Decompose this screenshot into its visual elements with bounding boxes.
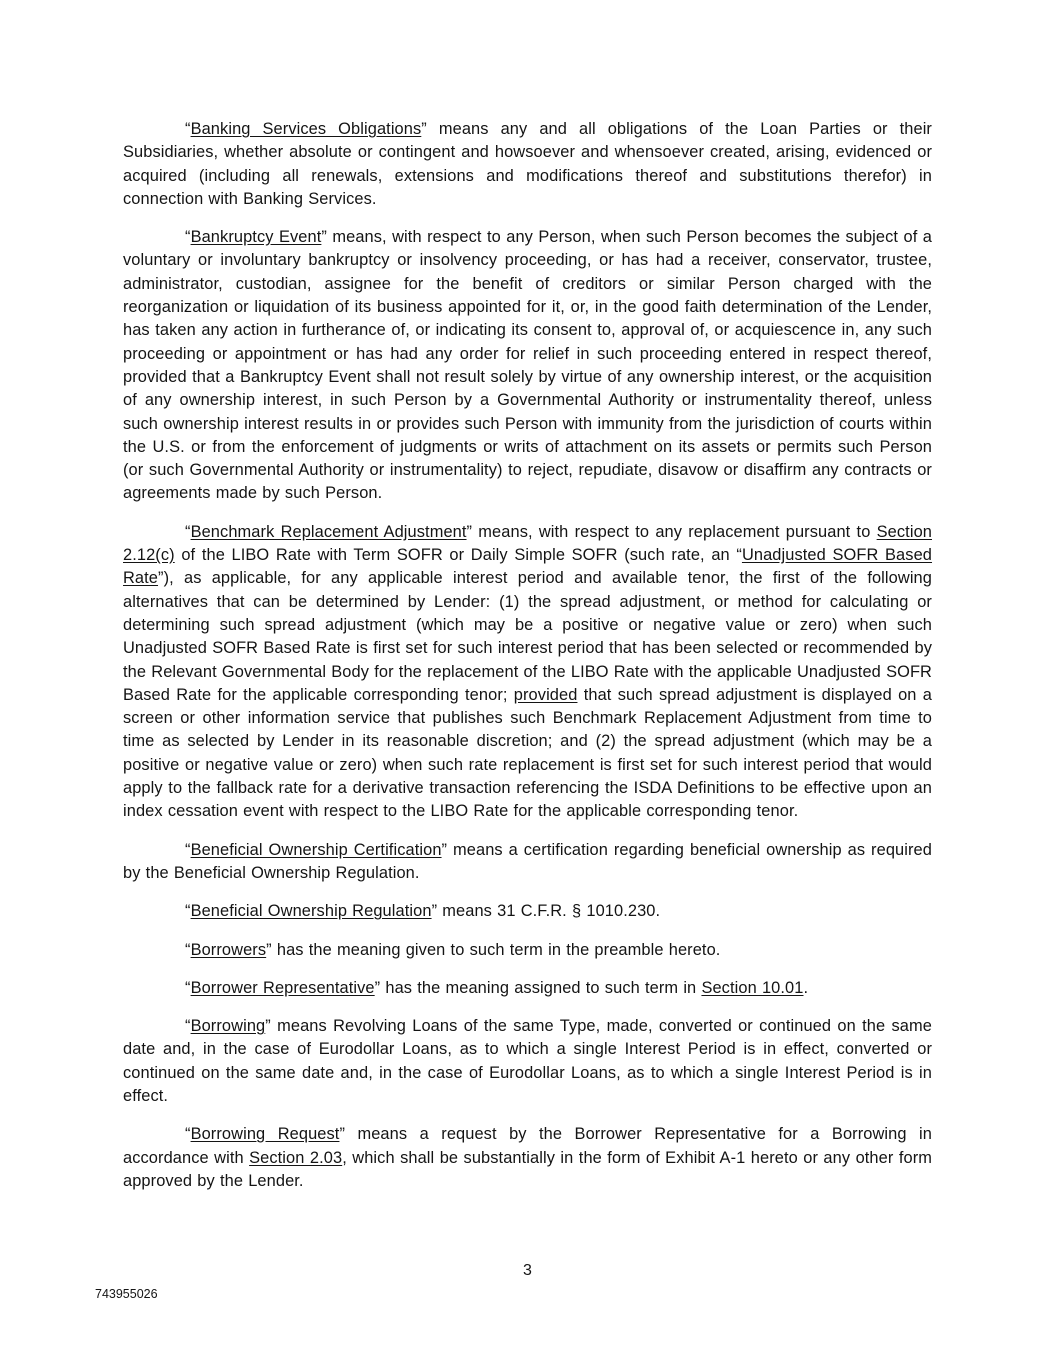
text-run: . <box>803 978 809 997</box>
para-banking-services-obligations <box>123 118 932 211</box>
text-run: ” means a request by the Borrower Representative for a Borrowing in accordance with <box>123 1125 933 1167</box>
text-run: “ <box>185 840 191 859</box>
text-run: “ <box>185 120 191 138</box>
para-borrower-representative <box>123 977 932 1000</box>
text-run: ” means, with respect to any replacement pursuant to <box>466 522 877 541</box>
para-borrowers <box>123 939 932 962</box>
text-run: ” means, with respect to any Person, when such Person becomes the subject of a voluntary or involuntary bankruptcy or insolvency proceeding, or has had a receiver, conservator, trustee, administrator, custodian, assignee for the benefit of creditors or similar Person charged with the reorganization or liquidation of its business appointed for it, or, in the good faith determination of the Lender, has taken any action in furtherance of, or indicating its consent to, approval of, or acquiescence in, any such proceeding or appointment or has had any order for relief in such proceeding entered in respect thereof, provided that a Bankruptcy Event shall not result solely by virtue of any ownership interest, or the acquisition of any ownership interest, in such Person by a Governmental Authority or instrumentality thereof, unless such ownership interest results in or provides such Person with immunity from the jurisdiction of courts within the U.S. or from the enforcement of judgments or writs of attachment on its assets or permits such Person (or such Governmental Authority or instrumentality) to reject, repudiate, disavow or disaffirm any contracts or agreements made by such Person. <box>123 228 932 503</box>
underlined-term: Beneficial Ownership Regulation <box>190 902 432 921</box>
underlined-term: Section 10.01 <box>701 978 804 997</box>
text-run: ” means 31 C.F.R. § 1010.230. <box>431 902 661 921</box>
text-run: “ <box>185 522 191 541</box>
underlined-term: Borrowers <box>190 940 267 959</box>
text-run: of the LIBO Rate with Term SOFR or Daily Simple SOFR (such rate, an “ <box>174 546 742 565</box>
text-run: , which shall be substantially in the form of Exhibit A-1 hereto or any other form approved by the Lender. <box>123 1148 933 1190</box>
underlined-term: Borrower Representative <box>190 978 375 997</box>
text-run: “ <box>185 1017 191 1036</box>
underlined-term: Borrowing <box>190 1017 266 1036</box>
underlined-term: Section 2.12(c) <box>123 522 932 565</box>
para-bankruptcy-event <box>123 226 932 506</box>
text-run: “ <box>185 978 191 997</box>
document-control-number: 743955026 <box>95 1287 158 1301</box>
text-run: that such spread adjustment is displayed on a screen or other information service that publishes such Benchmark Replacement Adjustment from time to time as selected by Lender in its reasonable discretion; and (2) the spread adjustment (which may be a positive or negative value or zero) when such rate replacement is first set for such interest period that would apply to the fallback rate for a derivative transaction referencing the ISDA Definitions to be effective upon an index cessation event with respect to the LIBO Rate for the applicable corresponding tenor. <box>123 685 932 821</box>
para-borrowing-request <box>123 1123 932 1193</box>
text-run: ” has the meaning assigned to such term in <box>374 978 702 997</box>
underlined-term: Unadjusted SOFR Based Rate <box>123 546 933 588</box>
underlined-term: Banking Services Obligations <box>190 120 422 138</box>
page-number: 3 <box>523 1262 532 1279</box>
text-run: “ <box>185 1125 191 1144</box>
document-body <box>123 118 932 1208</box>
para-benchmark-replacement-adjustment <box>123 521 932 824</box>
underlined-term: Section 2.03 <box>249 1148 343 1167</box>
para-beneficial-ownership-certification <box>123 839 932 886</box>
text-run: ”), as applicable, for any applicable interest period and available tenor, the first of the following alternatives that can be determined by Lender: (1) the spread adjustment, or method for calculating or determining such spread adjustment (which may be a positive or negative value or zero) when such Unadjusted SOFR Based Rate is first set for such interest period that has been selected or recommended by the Relevant Governmental Body for the replacement of the LIBO Rate with the applicable Unadjusted SOFR Based Rate for the applicable corresponding tenor; <box>123 569 932 704</box>
para-borrowing <box>123 1015 932 1108</box>
text-run: “ <box>185 228 191 247</box>
underlined-term: Beneficial Ownership Certification <box>190 840 442 859</box>
underlined-term: Benchmark Replacement Adjustment <box>190 522 467 541</box>
para-beneficial-ownership-regulation <box>123 900 932 923</box>
text-run: ” means any and all obligations of the Loan Parties or their Subsidiaries, whether absolute or contingent and howsoever and whensoever created, arising, evidenced or acquired (including all renewals, extensions and modifications thereof and substitutions therefor) in connection with Banking Services. <box>123 120 932 208</box>
text-run: “ <box>185 940 191 959</box>
text-run: “ <box>185 902 191 921</box>
text-run: ” has the meaning given to such term in the preamble hereto. <box>266 940 721 959</box>
underlined-term: provided <box>513 685 578 704</box>
underlined-term: Bankruptcy Event <box>190 228 322 247</box>
text-run: ” means a certification regarding beneficial ownership as required by the Beneficial Ownership Regulation. <box>123 840 932 882</box>
text-run: ” means Revolving Loans of the same Type, made, converted or continued on the same date and, in the case of Eurodollar Loans, as to which a single Interest Period is in effect, converted or continued on the same date and, in the case of Eurodollar Loans, as to which a single Interest Period is in effect. <box>123 1017 932 1105</box>
underlined-term: Borrowing Request <box>190 1125 340 1144</box>
